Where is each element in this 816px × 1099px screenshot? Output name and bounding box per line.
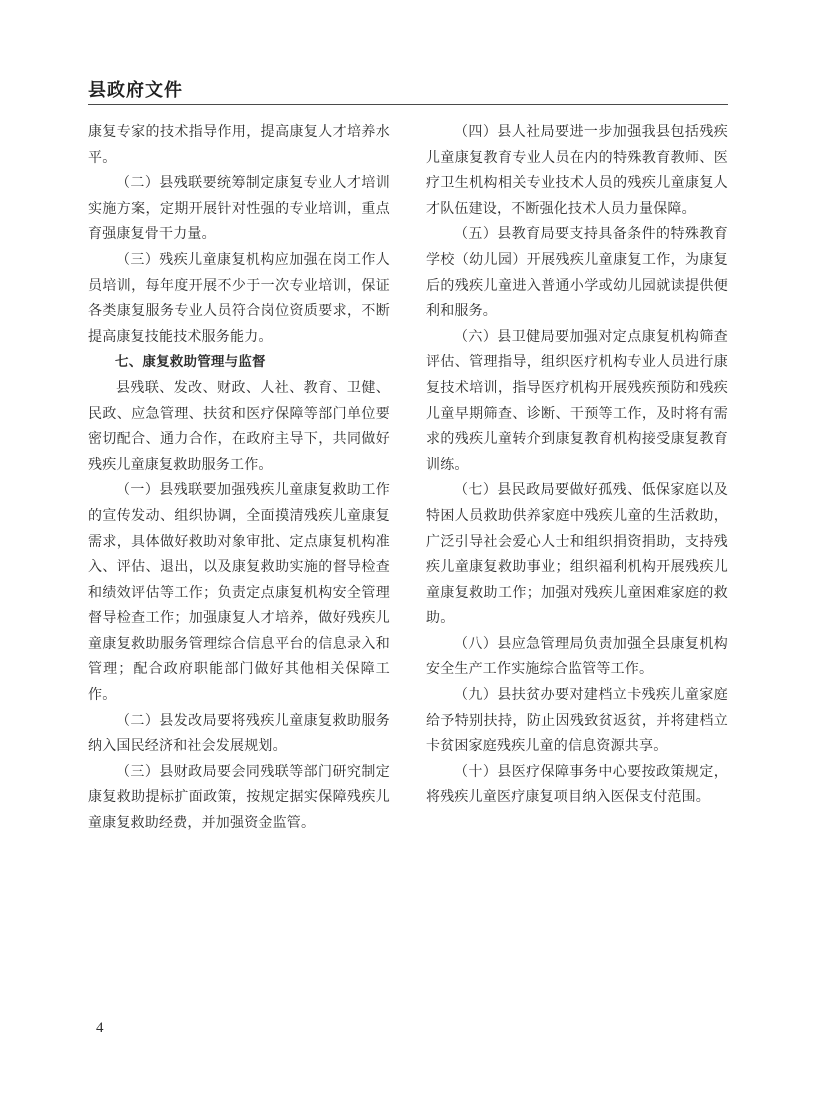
paragraph: （九）县扶贫办要对建档立卡残疾儿童家庭给予特别扶持，防止因残致贫返贫，并将建档立卡贫困家庭残疾儿童的信息资源共享。 <box>426 687 728 755</box>
paragraph: （三）县财政局要会同残联等部门研究制定康复救助提标扩面政策，按规定据实保障残疾儿童康复救助经费，并加强资金监管。 <box>88 763 390 832</box>
left-text-column <box>88 120 390 837</box>
paragraph: （一）县残联要加强残疾儿童康复救助工作的宣传发动、组织协调，全面摸清残疾儿童康复需求，具体做好救助对象审批、定点康复机构准入、评估、退出，以及康复救助实施的督导检查和绩效评估等工作；负责定点康复机构安全管理督导检查工作；加强康复人才培养，做好残疾儿童康复救助服务管理综合信息平台的信息录入和管理；配合政府职能部门做好其他相关保障工作。 <box>88 482 390 704</box>
paragraph: 康复专家的技术指导作用，提高康复人才培养水平。 <box>88 124 390 166</box>
paragraph: 县残联、发改、财政、人社、教育、卫健、民政、应急管理、扶贫和医疗保障等部门单位要密切配合、通力合作，在政府主导下，共同做好残疾儿童康复救助服务工作。 <box>88 379 390 473</box>
paragraph: （六）县卫健局要加强对定点康复机构筛查评估、管理指导，组织医疗机构专业人员进行康复技术培训，指导医疗机构开展残疾预防和残疾儿童早期筛查、诊断、干预等工作，及时将有需求的残疾儿童转介到康复教育机构接受康复教育训练。 <box>426 328 728 473</box>
section-heading: 七、康复救助管理与监督 <box>115 354 266 371</box>
running-header <box>88 76 728 106</box>
document-series-title: 县政府文件 <box>88 80 183 101</box>
paragraph: （十）县医疗保障事务中心要按政策规定，将残疾儿童医疗康复项目纳入医保支付范围。 <box>426 763 728 806</box>
paragraph: （八）县应急管理局负责加强全县康复机构安全生产工作实施综合监管等工作。 <box>426 635 728 678</box>
paragraph: （五）县教育局要支持具备条件的特殊教育学校（幼儿园）开展残疾儿童康复工作，为康复后的残疾儿童进入普通小学或幼儿园就读提供便利和服务。 <box>426 226 728 320</box>
right-text-column <box>426 120 728 811</box>
paragraph: （二）县发改局要将残疾儿童康复救助服务纳入国民经济和社会发展规划。 <box>88 712 390 755</box>
paragraph: （七）县民政局要做好孤残、低保家庭以及特困人员救助供养家庭中残疾儿童的生活救助，广泛引导社会爱心人士和组织捐资捐助，支持残疾儿童康复救助事业；组织福利机构开展残疾儿童康复救助工作；加强对残疾儿童困难家庭的救助。 <box>426 482 728 627</box>
paragraph: （三）残疾儿童康复机构应加强在岗工作人员培训，每年度开展不少于一次专业培训，保证各类康复服务专业人员符合岗位资质要求，不断提高康复技能技术服务能力。 <box>88 251 390 345</box>
header-divider <box>88 104 728 105</box>
paragraph: （二）县残联要统筹制定康复专业人才培训实施方案，定期开展针对性强的专业培训，重点育强康复骨干力量。 <box>88 175 390 243</box>
paragraph: （四）县人社局要进一步加强我县包括残疾儿童康复教育专业人员在内的特殊教育教师、医疗卫生机构相关专业技术人员的残疾儿童康复人才队伍建设，不断强化技术人员力量保障。 <box>426 124 728 217</box>
page-number: 4 <box>96 1020 104 1036</box>
